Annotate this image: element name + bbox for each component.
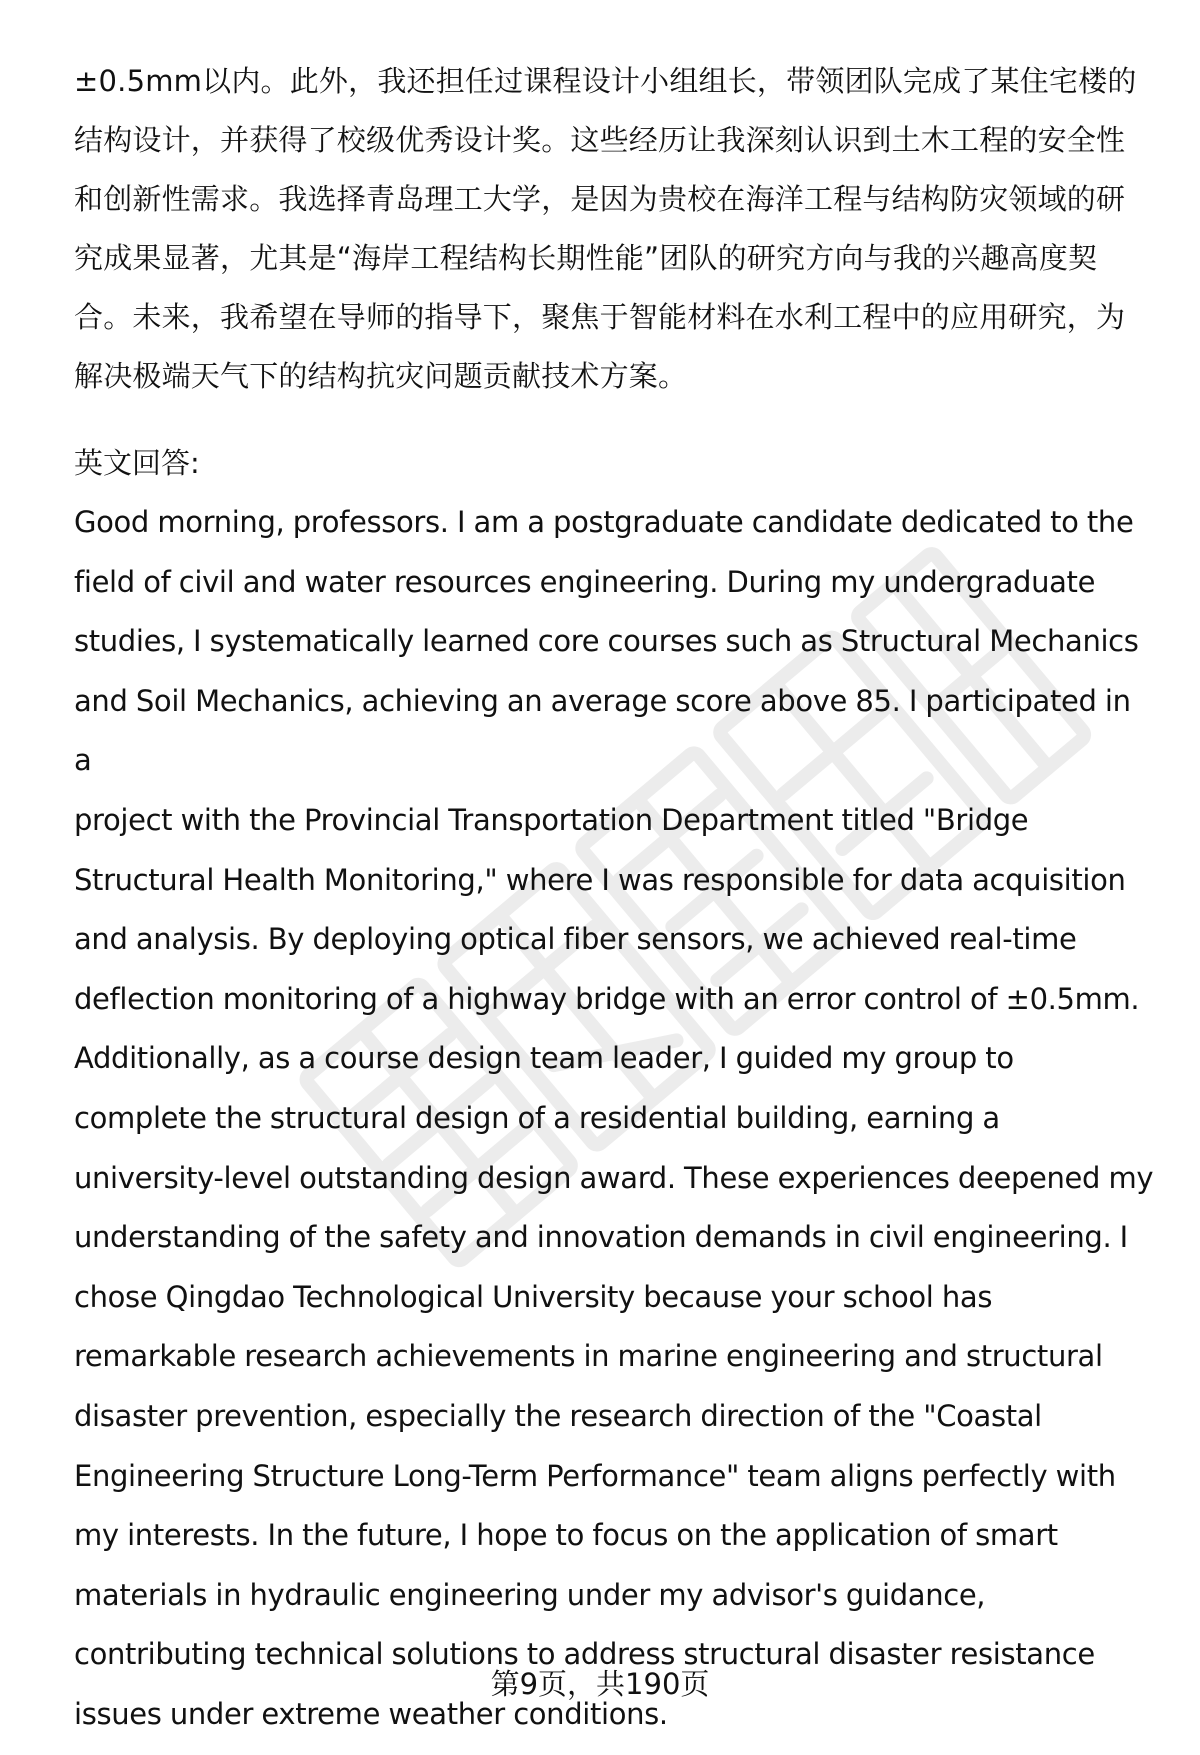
document-body [74,52,1154,1744]
text-line: Good morning, professors. I am a postgraduate candidate dedicated to the [74,505,1134,539]
text-line: 结构设计，并获得了校级优秀设计奖。这些经历让我深刻认识到土木工程的安全性 [74,123,1126,157]
text-line: Engineering Structure Long-Term Performance" team aligns perfectly with [74,1458,1116,1493]
text-line: 合。未来，我希望在导师的指导下，聚焦于智能材料在水利工程中的应用研究，为 [74,300,1126,334]
chinese-answer-paragraph [74,52,1154,406]
text-line: project with the Provincial Transportation Department titled "Bridge [74,802,1029,837]
text-line: disaster prevention, especially the research direction of the "Coastal [74,1398,1042,1433]
text-line: 和创新性需求。我选择青岛理工大学，是因为贵校在海洋工程与结构防灾领域的研 [74,182,1126,216]
text-line: contributing technical solutions to address structural disaster resistance [74,1637,1095,1672]
text-line: field of civil and water resources engineering. During my undergraduate [74,564,1096,599]
text-line: my interests. In the future, I hope to focus on the application of smart [74,1518,1058,1553]
page-number-footer: 第9页，共190页 [490,1667,710,1701]
text-line: issues under extreme weather conditions. [74,1696,668,1731]
text-line: complete the structural design of a residential building, earning a [74,1100,1000,1135]
text-line: 解决极端天气下的结构抗灾问题贡献技术方案。 [74,359,688,393]
text-line: materials in hydraulic engineering under my advisor's guidance, [74,1577,986,1612]
english-answer-heading: 英文回答: [74,446,200,480]
text-line: understanding of the safety and innovation demands in civil engineering. I [74,1220,1128,1255]
text-line: Additionally, as a course design team leader, I guided my group to [74,1041,1014,1076]
text-line: Structural Health Monitoring," where I was responsible for data acquisition [74,862,1126,897]
text-line: chose Qingdao Technological University because your school has [74,1279,993,1314]
text-line: and Soil Mechanics, achieving an average score above 85. I participated in a [74,683,1131,778]
text-line: university-level outstanding design award. These experiences deepened my [74,1160,1154,1195]
text-line: and analysis. By deploying optical fiber sensors, we achieved real-time [74,922,1077,957]
text-line: remarkable research achievements in marine engineering and structural [74,1339,1103,1374]
text-line: ±0.5mm以内。此外，我还担任过课程设计小组组长，带领团队完成了某住宅楼的 [74,64,1137,98]
english-answer-paragraph [74,493,1154,1744]
text-line: 究成果显著，尤其是“海岸工程结构长期性能”团队的研究方向与我的兴趣高度契 [74,241,1098,275]
text-line: deflection monitoring of a highway bridge with an error control of ±0.5mm. [74,981,1140,1016]
text-line: studies, I systematically learned core courses such as Structural Mechanics [74,624,1139,659]
